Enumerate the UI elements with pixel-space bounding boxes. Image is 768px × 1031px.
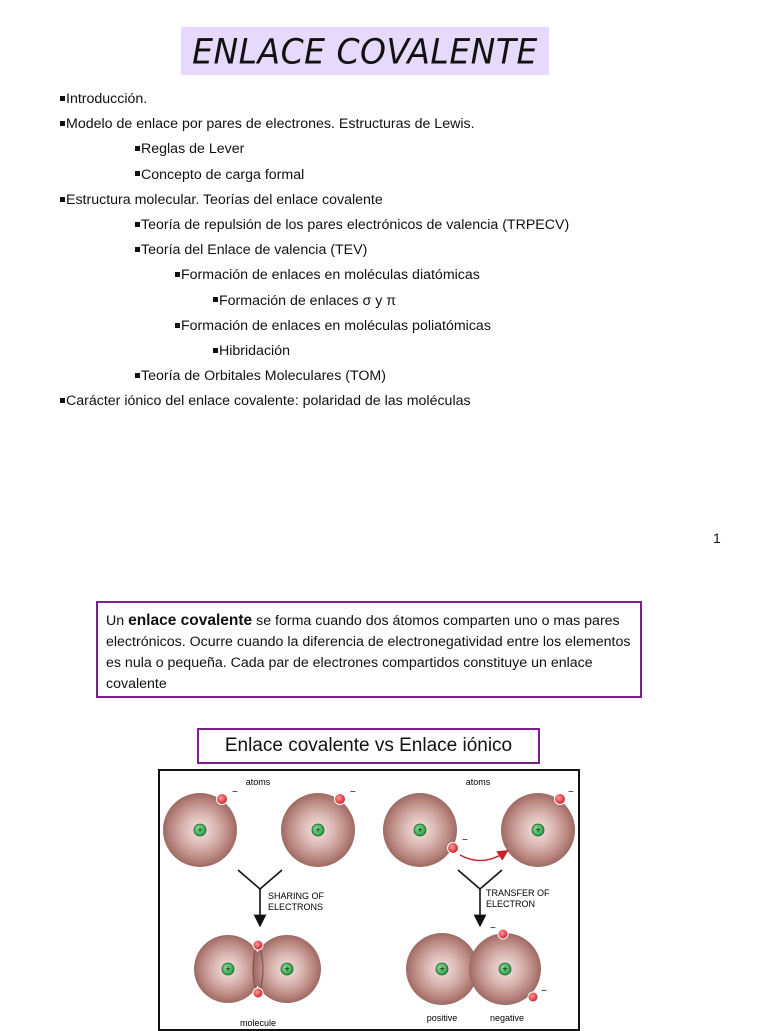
nucleus-sign: + bbox=[315, 825, 321, 835]
outline-item-text: Teoría del Enlace de valencia (TEV) bbox=[141, 242, 368, 259]
outline-item bbox=[213, 292, 396, 310]
definition-box bbox=[96, 601, 642, 698]
covalent-molecule bbox=[194, 935, 321, 1003]
bullet-icon bbox=[60, 96, 65, 101]
comparison-title-box bbox=[197, 728, 540, 764]
left-top-label: atoms bbox=[245, 777, 271, 787]
outline-item-text: Formación de enlaces en moléculas poliatómicas bbox=[181, 317, 491, 334]
bullet-icon bbox=[60, 197, 65, 202]
page-title: ENLACE COVALENTE bbox=[192, 30, 538, 72]
electron-transfer-arrow bbox=[460, 853, 504, 861]
nucleus-sign: + bbox=[225, 964, 231, 974]
ionic-pair bbox=[406, 923, 547, 1005]
electron-sign: − bbox=[462, 835, 468, 846]
left-process-line-1: SHARING OF bbox=[268, 891, 325, 901]
electron-sign: − bbox=[232, 787, 238, 798]
nucleus-sign: + bbox=[417, 825, 423, 835]
left-atom-1 bbox=[163, 787, 238, 867]
bonding-figure bbox=[158, 769, 580, 1031]
outline-item-text: Estructura molecular. Teorías del enlace covalente bbox=[66, 191, 383, 208]
bullet-icon bbox=[175, 323, 180, 328]
left-merge-lines bbox=[238, 870, 282, 889]
right-process-line-1: TRANSFER OF bbox=[486, 888, 550, 898]
outline-item-text: Formación de enlaces en moléculas diatómicas bbox=[181, 267, 480, 284]
bullet-icon bbox=[60, 398, 65, 403]
page-number: 1 bbox=[713, 530, 721, 546]
right-top-label: atoms bbox=[465, 777, 491, 787]
outline-item bbox=[135, 367, 386, 385]
outline-item bbox=[60, 392, 471, 410]
outline-item-text: Reglas de Lever bbox=[141, 141, 245, 158]
nucleus-sign: + bbox=[502, 964, 508, 974]
bullet-icon bbox=[175, 272, 180, 277]
bullet-icon bbox=[213, 348, 218, 353]
outline-item-text: Introducción. bbox=[66, 91, 148, 107]
outline-item-text: Teoría de Orbitales Moleculares (TOM) bbox=[141, 368, 386, 385]
bullet-icon bbox=[60, 121, 65, 126]
bullet-icon bbox=[135, 247, 140, 252]
outline-item bbox=[60, 191, 383, 209]
outline-item bbox=[175, 317, 491, 335]
nucleus-sign: + bbox=[439, 964, 445, 974]
bullet-icon bbox=[135, 146, 140, 151]
bonding-diagram bbox=[160, 771, 580, 1031]
outline-item bbox=[213, 342, 290, 360]
outline-item bbox=[135, 140, 244, 158]
outline-item-text: Hibridación bbox=[219, 343, 290, 359]
definition-term: enlace covalente bbox=[128, 612, 253, 629]
outline-item-text: Carácter iónico del enlace covalente: polaridad de las moléculas bbox=[66, 393, 471, 410]
electron-sign: − bbox=[350, 787, 356, 798]
outline-item-text: Modelo de enlace por pares de electrones. Estructuras de Lewis. bbox=[66, 116, 475, 133]
electron-sign: − bbox=[541, 986, 547, 997]
bullet-icon bbox=[135, 171, 140, 176]
nucleus-sign: + bbox=[535, 825, 541, 835]
bullet-icon bbox=[135, 373, 140, 378]
outline-item bbox=[175, 266, 480, 284]
comparison-title: Enlace covalente vs Enlace iónico bbox=[224, 735, 513, 756]
outline-item bbox=[135, 166, 304, 184]
outline-item bbox=[60, 115, 475, 133]
outline-item bbox=[135, 241, 367, 259]
nucleus-sign: + bbox=[284, 964, 290, 974]
left-bottom-label: molecule bbox=[239, 1018, 277, 1028]
outline-item-text: Formación de enlaces σ y π bbox=[219, 292, 397, 309]
electron-sign: − bbox=[490, 923, 496, 934]
outline-item-text: Concepto de carga formal bbox=[141, 166, 305, 183]
electron-sign: − bbox=[568, 787, 574, 798]
title-banner bbox=[181, 27, 549, 75]
left-atom-2 bbox=[281, 787, 356, 867]
negative-label: negative bbox=[489, 1013, 525, 1023]
bullet-icon bbox=[213, 297, 218, 302]
right-merge-lines bbox=[458, 870, 502, 889]
definition-prefix: Un bbox=[106, 613, 129, 629]
bullet-icon bbox=[135, 222, 140, 227]
outline-item-text: Teoría de repulsión de los pares electrónicos de valencia (TRPECV) bbox=[141, 217, 570, 233]
right-process-line-2: ELECTRON bbox=[486, 899, 536, 909]
left-process-line-2: ELECTRONS bbox=[268, 902, 324, 912]
right-atom-1 bbox=[383, 793, 468, 867]
nucleus-sign: + bbox=[197, 825, 203, 835]
definition-text: se forma cuando dos átomos comparten uno o mas pares electrónicos. Ocurre cuando la diferencia de electronegatividad entre los elementos es nula o pequeña. Cada par de electrones compartidos constituye un enlace covalente bbox=[106, 613, 631, 692]
outline-item bbox=[60, 90, 147, 108]
outline-item bbox=[135, 216, 569, 234]
right-atom-2 bbox=[501, 787, 575, 867]
positive-label: positive bbox=[426, 1013, 458, 1023]
